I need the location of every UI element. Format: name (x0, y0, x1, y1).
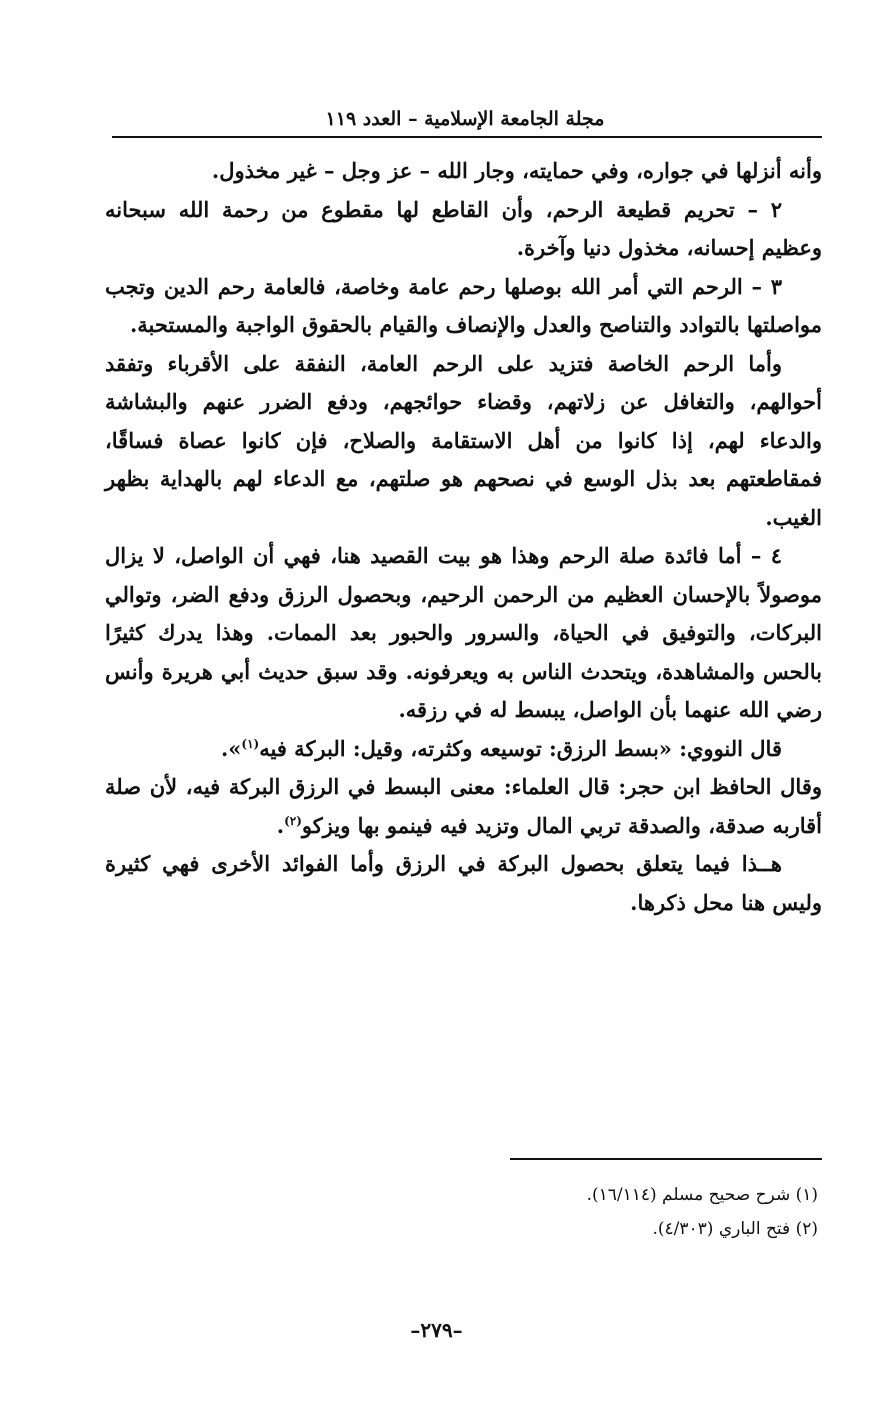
quote-ibn-hajar-close: . (276, 812, 285, 838)
quote-nawawi-close: ». (220, 735, 242, 761)
page-number: –٢٧٩– (410, 1318, 463, 1342)
body-text (105, 152, 822, 922)
closing-paragraph: هــذا فيما يتعلق بحصول البركة في الرزق وأما الفوائد الأخرى فهي كثيرة وليس هنا محل ذكرها. (105, 851, 822, 915)
quote-ibn-hajar-text: وقال الحافظ ابن حجر: قال العلماء: معنى البسط في الرزق البركة فيه، لأن صلة أقاربه صدقة، والصدقة تربي المال وتزيد فيه فينمو بها ويزكو (105, 774, 822, 838)
footnote-rule (510, 1158, 822, 1160)
quote-ibn-hajar (105, 768, 822, 845)
paragraph-3: ٣ – الرحم التي أمر الله بوصلها رحم عامة وخاصة، فالعامة رحم الدين وتجب مواصلتها بالتوادد والتناصح والعدل والإنصاف والقيام بالحقوق الواجبة والمستحبة. (105, 273, 822, 337)
footnote-ref-1[interactable]: (١) (241, 736, 260, 751)
running-header: مجلة الجامعة الإسلامية – العدد ١١٩ (325, 108, 605, 130)
footnote-ref-2[interactable]: (٢) (284, 813, 302, 828)
paragraph-4: وأما الرحم الخاصة فتزيد على الرحم العامة، النفقة على الأقرباء وتفقد أحوالهم، والتغافل عن زلاتهم، وقضاء حوائجهم، ودفع الضرر عنهم والبشاشة والدعاء لهم، إذا كانوا من أهل الاستقامة والصلاح، فإن كانوا عصاة فساقًا، فمقاطعتهم بعد بذل الوسع في نصحهم هو صلتهم، مع الدعاء لهم بالهداية بظهر الغيب. (105, 350, 822, 530)
paragraph-1: وأنه أنزلها في جواره، وفي حمايته، وجار الله – عز وجل – غير مخذول. (211, 158, 822, 183)
footnote-1: (١) شرح صحيح مسلم (١٦/١١٤). (586, 1185, 818, 1205)
paragraph-5: ٤ – أما فائدة صلة الرحم وهذا هو بيت القصيد هنا، فهي أن الواصل، لا يزال موصولاً بالإحسان العظيم من الرحمن الرحيم، وبحصول الرزق ودفع الضر، وتوالي البركات، والتوفيق في الحياة، والسرور والحبور بعد الممات. وهذا يدرك كثيرًا بالحس والمشاهدة، ويتحدث الناس به ويعرفونه. وقد سبق حديث أبي هريرة وأنس رضي الله عنهما بأن الواصل، يبسط له في رزقه. (105, 543, 822, 722)
paragraph-2: ٢ – تحريم قطيعة الرحم، وأن القاطع لها مقطوع من رحمة الله سبحانه وعظيم إحسانه، مخذول دنيا وآخرة. (105, 196, 822, 260)
quote-nawawi-text: قال النووي: «بسط الرزق: توسيعه وكثرته، وقيل: البركة فيه (259, 735, 782, 761)
footnote-2: (٢) فتح الباري (٤/٣٠٣). (652, 1219, 818, 1239)
quote-nawawi (105, 730, 822, 769)
footnotes (300, 1178, 818, 1246)
header-rule (112, 136, 822, 138)
